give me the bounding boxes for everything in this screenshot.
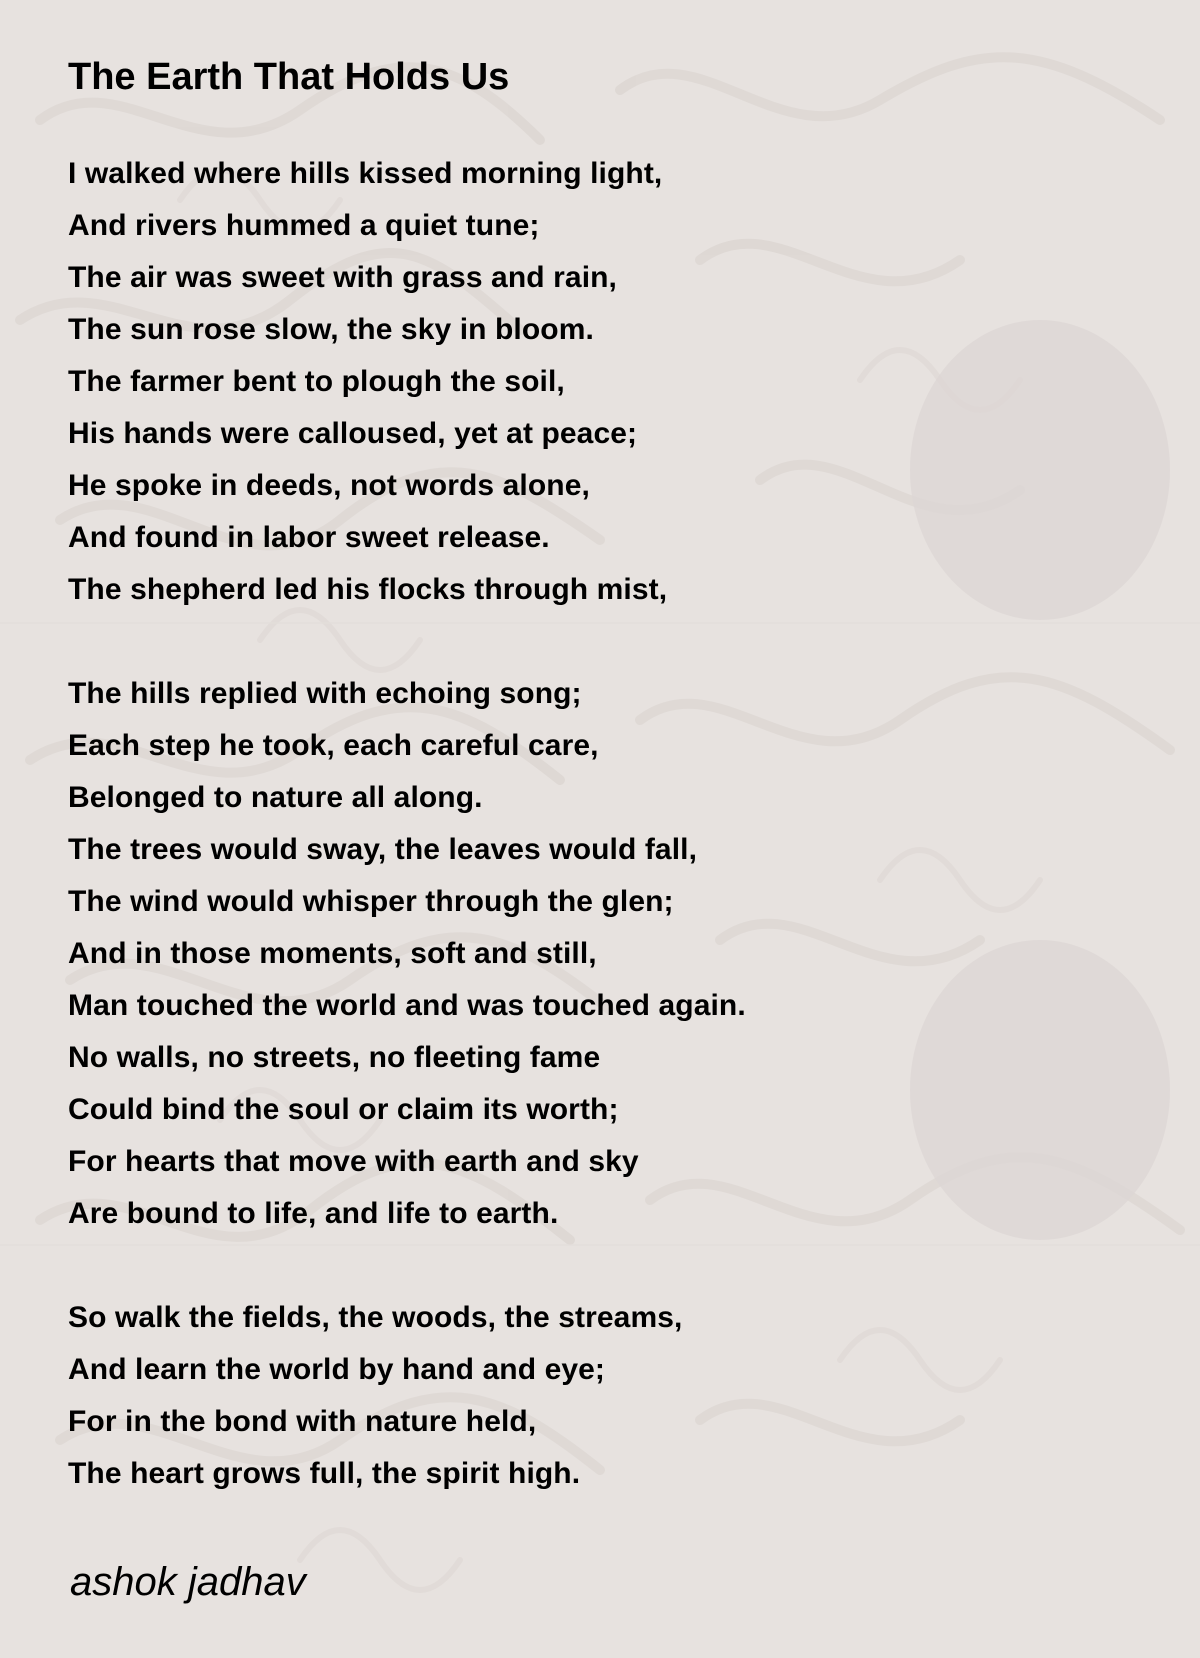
poem-line: The farmer bent to plough the soil, bbox=[68, 365, 565, 398]
poem-line: The hills replied with echoing song; bbox=[68, 677, 582, 710]
poem-line: The air was sweet with grass and rain, bbox=[68, 261, 617, 294]
poem-line: His hands were calloused, yet at peace; bbox=[68, 417, 638, 450]
poem-line: The heart grows full, the spirit high. bbox=[68, 1457, 581, 1490]
poem-line: So walk the fields, the woods, the streams, bbox=[68, 1301, 683, 1334]
poem-line: I walked where hills kissed morning light, bbox=[68, 157, 663, 190]
poem-line: And rivers hummed a quiet tune; bbox=[68, 209, 540, 242]
poem-line: Belonged to nature all along. bbox=[68, 781, 483, 814]
poem-line: For in the bond with nature held, bbox=[68, 1405, 537, 1438]
poem-line: No walls, no streets, no fleeting fame bbox=[68, 1041, 601, 1074]
poem-line: Man touched the world and was touched again. bbox=[68, 989, 746, 1022]
poem-line: He spoke in deeds, not words alone, bbox=[68, 469, 590, 502]
poem-author: ashok jadhav bbox=[70, 1560, 306, 1604]
poem-line: And found in labor sweet release. bbox=[68, 521, 550, 554]
poem-line: The shepherd led his flocks through mist, bbox=[68, 573, 668, 606]
poem-line: The trees would sway, the leaves would fall, bbox=[68, 833, 698, 866]
poem-line: Could bind the soul or claim its worth; bbox=[68, 1093, 619, 1126]
poem-line: Are bound to life, and life to earth. bbox=[68, 1197, 559, 1230]
poem-line: The wind would whisper through the glen; bbox=[68, 885, 674, 918]
poem-line: And learn the world by hand and eye; bbox=[68, 1353, 606, 1386]
poem-line: And in those moments, soft and still, bbox=[68, 937, 597, 970]
poem-line: Each step he took, each careful care, bbox=[68, 729, 599, 762]
poem-line: The sun rose slow, the sky in bloom. bbox=[68, 313, 594, 346]
poem-line: For hearts that move with earth and sky bbox=[68, 1145, 639, 1178]
poem-title: The Earth That Holds Us bbox=[68, 56, 510, 98]
